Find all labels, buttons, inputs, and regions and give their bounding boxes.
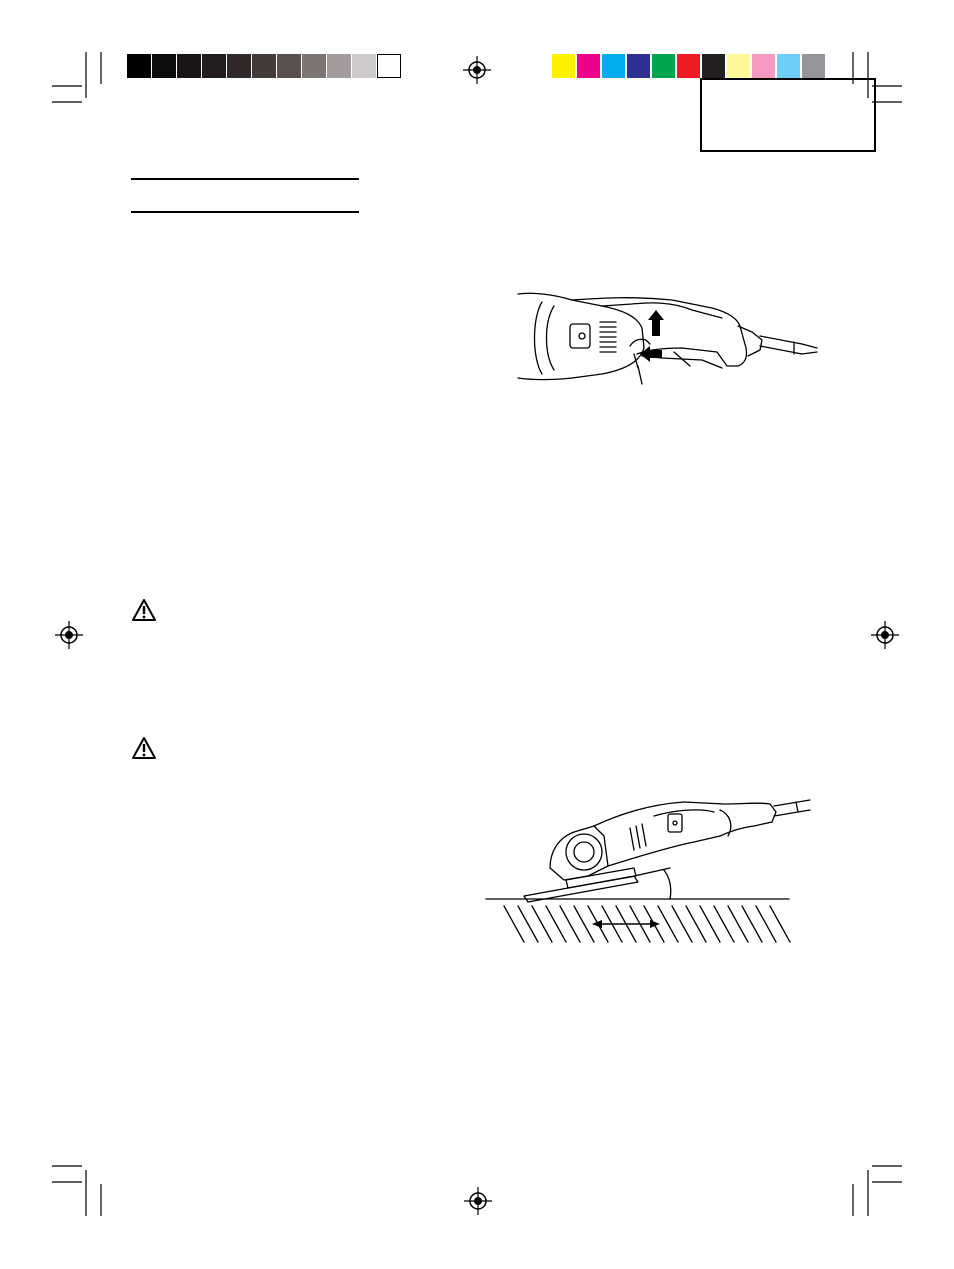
gray-swatch [352,54,376,78]
heading-rule-bottom [131,211,359,213]
heading-rule-top [131,178,359,180]
double-arrow-icon [592,920,660,928]
color-swatch [802,54,825,78]
gray-swatch [202,54,226,78]
color-swatch [752,54,775,78]
grinder-lock-switch-illustration [512,288,822,398]
registration-mark-icon [464,1187,492,1215]
page-number-box [700,78,876,152]
grinder-angle-grinding-illustration [484,796,814,948]
color-swatch [652,54,675,78]
gray-swatch [177,54,201,78]
color-swatch [627,54,650,78]
registration-mark-icon [463,56,491,84]
gray-swatch [327,54,351,78]
gray-swatch [127,54,151,78]
warning-triangle-icon [131,736,157,760]
color-swatch [677,54,700,78]
gray-swatch [252,54,276,78]
gray-swatch [377,54,401,78]
color-swatch [727,54,750,78]
registration-mark-icon [871,621,899,649]
color-swatch [577,54,600,78]
gray-swatch [152,54,176,78]
registration-mark-icon [55,621,83,649]
color-swatch [777,54,800,78]
gray-swatch [277,54,301,78]
gray-swatch [227,54,251,78]
up-arrow-icon [648,310,664,336]
color-swatch [602,54,625,78]
color-swatch [702,54,725,78]
warning-triangle-icon [131,598,157,622]
gray-swatch [302,54,326,78]
color-swatch [552,54,575,78]
